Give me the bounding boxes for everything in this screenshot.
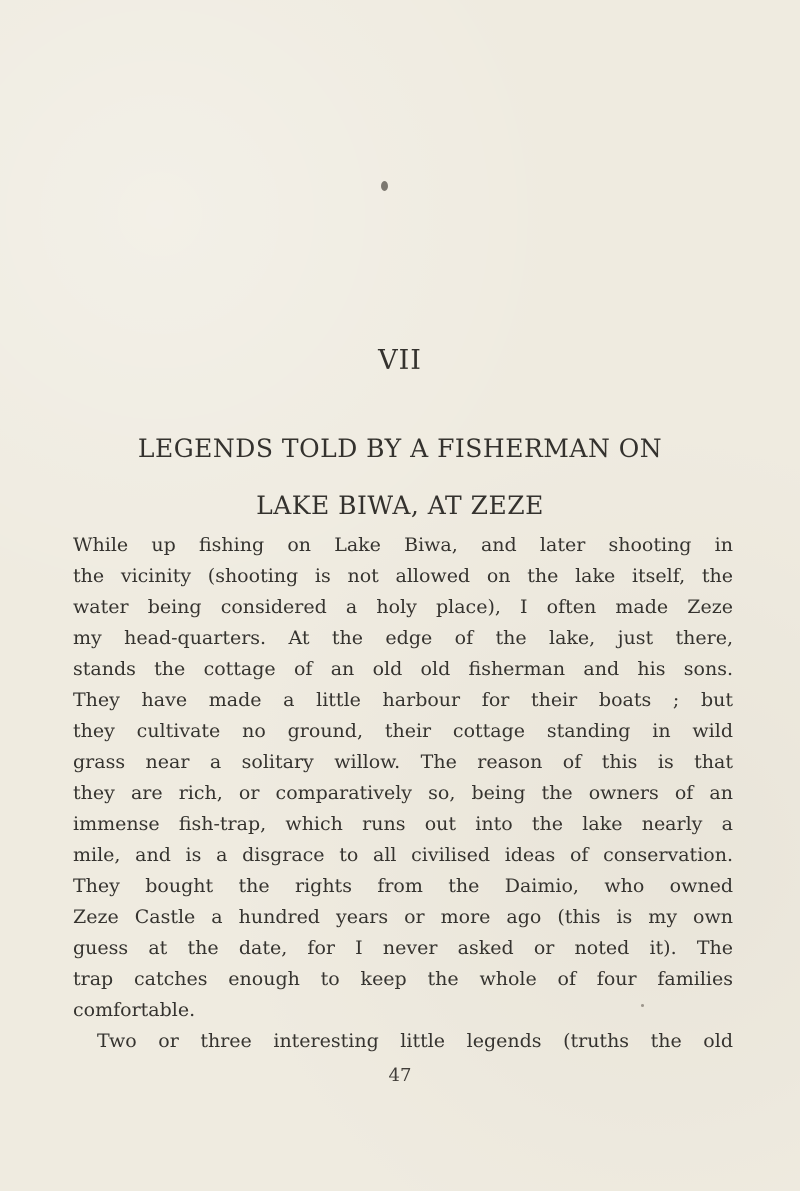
body-line-1: While up fishing on Lake Biwa, and later shooting in: [73, 534, 733, 556]
body-line-17: Two or three interesting little legends (truths the old: [97, 1030, 733, 1052]
body-line-14: guess at the date, for I never asked or noted it). The: [73, 937, 733, 959]
body-line-2: the vicinity (shooting is not allowed on the lake itself, the: [73, 565, 733, 587]
body-line-3: water being considered a holy place), I often made Zeze: [73, 596, 733, 618]
page-number: 47: [388, 1065, 412, 1086]
body-line-16: comfortable.: [73, 999, 196, 1021]
body-line-9: they are rich, or comparatively so, being the owners of an: [73, 782, 733, 804]
body-line-7: they cultivate no ground, their cottage standing in wild: [73, 720, 733, 742]
body-line-8: grass near a solitary willow. The reason of this is that: [73, 751, 733, 773]
body-line-15: trap catches enough to keep the whole of four families: [73, 968, 733, 990]
chapter-title-line-2: LAKE BIWA, AT ZEZE: [256, 491, 544, 520]
page-mark: [641, 1004, 644, 1007]
body-line-12: They bought the rights from the Daimio, who owned: [73, 875, 733, 897]
chapter-number: VII: [378, 345, 422, 376]
body-line-6: They have made a little harbour for their boats ; but: [73, 689, 733, 711]
body-line-5: stands the cottage of an old old fisherman and his sons.: [73, 658, 733, 680]
body-line-4: my head-quarters. At the edge of the lake, just there,: [73, 627, 733, 649]
chapter-title-line-1: LEGENDS TOLD BY A FISHERMAN ON: [137, 434, 663, 463]
body-line-10: immense fish-trap, which runs out into the lake nearly a: [73, 813, 733, 835]
body-line-11: mile, and is a disgrace to all civilised ideas of conservation.: [73, 844, 733, 866]
ink-speck: [381, 181, 388, 191]
body-line-13: Zeze Castle a hundred years or more ago (this is my own: [73, 906, 733, 928]
chapter-title: [60, 420, 740, 534]
